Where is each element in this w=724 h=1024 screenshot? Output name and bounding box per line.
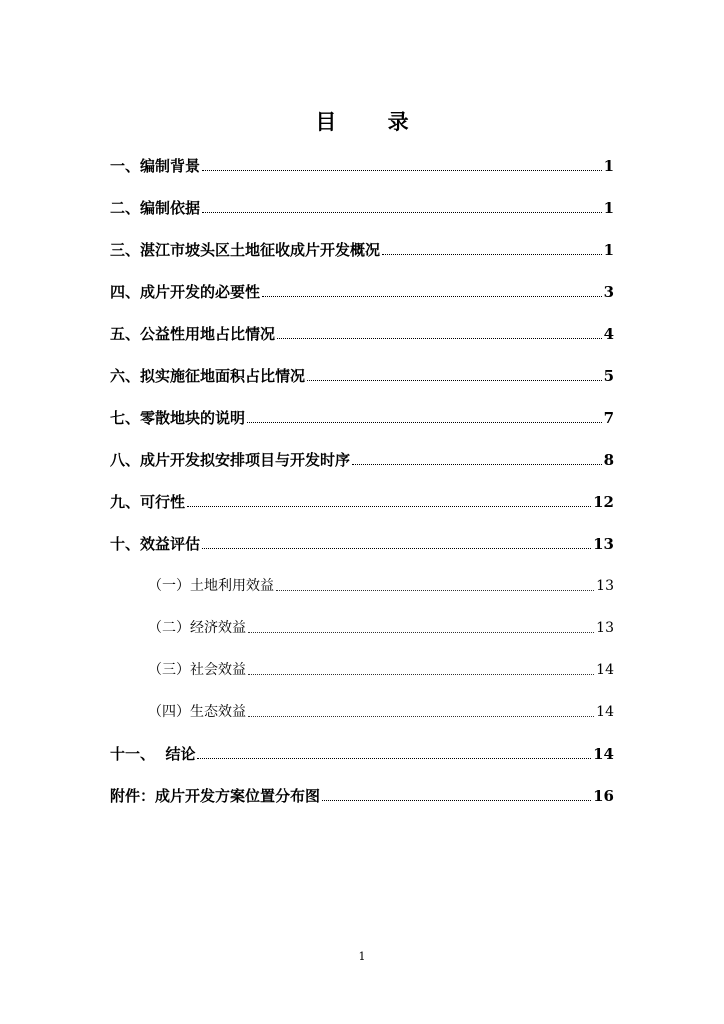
toc-entry-label: 三、湛江市坡头区土地征收成片开发概况 [110,241,381,259]
toc-entry-label: （四）生态效益 [148,704,246,720]
toc-entry-page: 13 [593,535,614,553]
toc-entry-conclusion[interactable] [110,740,614,764]
toc-entry-page: 13 [596,578,614,594]
toc-entry-projects-schedule[interactable] [110,446,614,470]
toc-entry-page: 3 [603,283,614,301]
toc-entry-label: 十一、 结论 [110,745,196,763]
toc-entry-expropriation-ratio[interactable] [110,362,614,386]
toc-entry-basis[interactable] [110,194,614,218]
dot-leader [276,589,594,591]
toc-entry-public-land-ratio[interactable] [110,320,614,344]
dot-leader [262,295,602,297]
toc-entry-page: 14 [593,745,614,763]
dot-leader [322,799,591,801]
toc-entry-ecological-benefit[interactable] [148,698,614,722]
toc-entry-scattered-plots[interactable] [110,404,614,428]
toc-entry-label: 五、公益性用地占比情况 [110,325,276,343]
toc-entry-appendix-map[interactable] [110,782,614,806]
dot-leader [247,421,602,423]
dot-leader [307,379,602,381]
dot-leader [248,673,594,675]
dot-leader [187,505,591,507]
toc-entry-overview[interactable] [110,236,614,260]
toc-entry-page: 12 [593,493,614,511]
toc-entry-land-use-benefit[interactable] [148,572,614,596]
toc-entry-page: 1 [603,199,614,217]
dot-leader [202,547,591,549]
toc-entry-background[interactable] [110,152,614,176]
toc-entry-label: （一）土地利用效益 [148,578,274,594]
toc-entry-label: 六、拟实施征地面积占比情况 [110,367,306,385]
toc-entry-benefit-assessment[interactable] [110,530,614,554]
toc-entry-page: 5 [603,367,614,385]
toc-entry-page: 14 [596,704,614,720]
dot-leader [248,715,594,717]
toc-entry-economic-benefit[interactable] [148,614,614,638]
toc-entry-page: 16 [593,787,614,805]
dot-leader [277,337,602,339]
dot-leader [248,631,594,633]
toc-entry-label: 二、编制依据 [110,199,201,217]
toc-entry-feasibility[interactable] [110,488,614,512]
toc-entry-label: 四、成片开发的必要性 [110,283,261,301]
toc-entry-page: 1 [603,157,614,175]
toc-entry-label: （二）经济效益 [148,620,246,636]
toc-entry-label: 附件：成片开发方案位置分布图 [110,787,321,805]
dot-leader [352,463,602,465]
toc-entry-page: 1 [603,241,614,259]
toc-entry-page: 14 [596,662,614,678]
toc-entry-page: 4 [603,325,614,343]
toc-entry-label: 七、零散地块的说明 [110,409,246,427]
dot-leader [202,169,602,171]
toc-entry-page: 8 [603,451,614,469]
dot-leader [197,757,591,759]
toc-entry-label: 八、成片开发拟安排项目与开发时序 [110,451,351,469]
toc-entry-label: （三）社会效益 [148,662,246,678]
toc-entry-page: 7 [603,409,614,427]
toc-entry-label: 一、编制背景 [110,157,201,175]
dot-leader [202,211,602,213]
dot-leader [382,253,602,255]
toc-title: 目 录 [315,109,431,134]
toc-entry-necessity[interactable] [110,278,614,302]
toc-entry-page: 13 [596,620,614,636]
toc-entry-label: 九、可行性 [110,493,186,511]
toc-entry-social-benefit[interactable] [148,656,614,680]
toc-entry-label: 十、效益评估 [110,535,201,553]
page-number: 1 [358,950,366,963]
